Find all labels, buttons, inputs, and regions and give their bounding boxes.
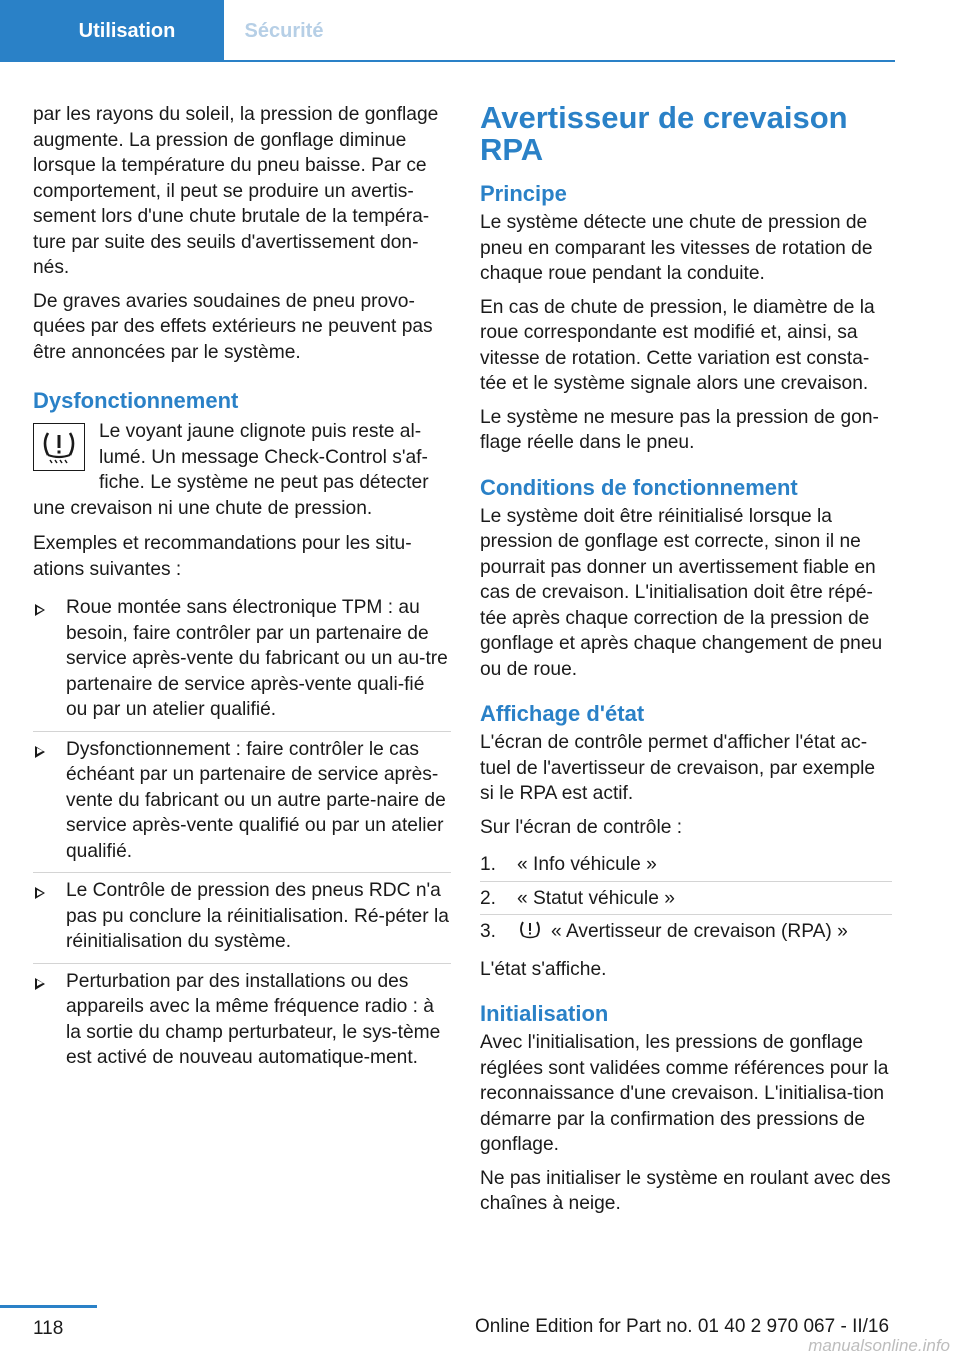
list-item: Dysfonctionnement : faire contrôler le cas échéant par un partenaire de service après-vente du fabricant ou un autre parte-naire de service après-vente qualifié ou par un atelier qualifié. bbox=[33, 732, 451, 874]
tab-securite[interactable]: Sécurité bbox=[244, 19, 324, 42]
dysfunction-heading: Dysfonctionnement bbox=[33, 388, 239, 413]
list-item: 1. « Info véhicule » bbox=[480, 848, 892, 882]
intro-paragraph-1: par les rayons du soleil, la pression de gonflage augmente. La pression de gonflage diminue lorsque la température du pneu baisse. Par ce comportement, il peut se produire un avertis-sement lors d'une chute brutale de la tempéra-ture par suite des seuils d'avertissement don-nés. bbox=[33, 104, 439, 278]
list-item: 2. « Statut véhicule » bbox=[480, 882, 892, 916]
watermark[interactable]: manualsonline.info bbox=[808, 1336, 950, 1355]
conditions-heading: Conditions de fonctionnement bbox=[480, 474, 798, 500]
left-column bbox=[33, 102, 451, 1079]
triangle-bullet-icon bbox=[35, 978, 45, 990]
triangle-bullet-icon bbox=[35, 604, 45, 616]
dysfunction-text: Le voyant jaune clignote puis reste al-lumé. Un message Check-Control s'af-fiche. Le système ne peut pas détecter une crevaison ni une chute de pression. bbox=[33, 421, 429, 519]
page-header bbox=[0, 0, 895, 62]
triangle-bullet-icon bbox=[35, 887, 45, 899]
tab-utilisation[interactable]: Utilisation bbox=[0, 0, 224, 62]
header-divider bbox=[0, 60, 895, 62]
list-item: Roue montée sans électronique TPM : au besoin, faire contrôler par un partenaire de service après-vente du fabricant ou un au-tre partenaire de service après-vente quali-fié ou par un atelier qualifié. bbox=[33, 590, 451, 732]
intro-paragraph-2: De graves avaries soudaines de pneu provo-quées par des effets extérieurs ne peuvent pas être annoncées par le système. bbox=[33, 290, 433, 363]
examples-intro: Exemples et recommandations pour les situ-ations suivantes : bbox=[33, 533, 412, 580]
principe-paragraph-3: Le système ne mesure pas la pression de gon-flage réelle dans le pneu. bbox=[480, 406, 879, 453]
tire-pressure-warning-icon bbox=[33, 423, 85, 471]
list-item: 3. « Avertisseur de crevaison (RPA) » bbox=[480, 915, 892, 951]
page-number: 118 bbox=[33, 1318, 64, 1339]
dysfunction-block bbox=[33, 419, 451, 521]
affichage-paragraph-1: L'écran de contrôle permet d'afficher l'état ac-tuel de l'avertisseur de crevaison, par exemple si le RPA est actif. bbox=[480, 732, 876, 804]
init-heading: Initialisation bbox=[480, 1001, 609, 1026]
page-number-rule bbox=[0, 1305, 97, 1308]
principe-paragraph-2: En cas de chute de pression, le diamètre de la roue correspondante est modifié et, ainsi, sa vitesse de rotation. Cette variation est consta-tée et le système signale alors une crevaison. bbox=[480, 296, 875, 394]
principe-heading: Principe bbox=[480, 181, 567, 206]
tire-pressure-warning-icon bbox=[517, 920, 543, 948]
edition-footer: Online Edition for Part no. 01 40 2 970 067 - II/16 bbox=[475, 1316, 890, 1337]
menu-steps-list bbox=[480, 848, 892, 951]
list-item: Le Contrôle de pression des pneus RDC n'a pas pu conclure la réinitialisation. Ré-péter la réinitialisation du système. bbox=[33, 873, 451, 964]
affichage-heading: Affichage d'état bbox=[480, 701, 645, 726]
principe-paragraph-1: Le système détecte une chute de pression de pneu en comparant les vitesses de rotation de chaque roue pendant la conduite. bbox=[480, 212, 873, 284]
init-paragraph-2: Ne pas initialiser le système en roulant avec des chaînes à neige. bbox=[480, 1167, 891, 1214]
affichage-paragraph-2: Sur l'écran de contrôle : bbox=[480, 816, 683, 838]
right-column bbox=[480, 102, 892, 1225]
section-title: Avertisseur de crevaison RPA bbox=[480, 100, 848, 167]
recommendations-list bbox=[33, 590, 451, 1079]
triangle-bullet-icon bbox=[35, 746, 45, 758]
affichage-paragraph-3: L'état s'affiche. bbox=[480, 958, 607, 980]
init-paragraph-1: Avec l'initialisation, les pressions de gonflage réglées sont validées comme références pour la reconnaissance d'une crevaison. L'initialisa-tion démarre par la confirmation des pressions de gonflage. bbox=[480, 1032, 889, 1155]
conditions-paragraph: Le système doit être réinitialisé lorsque la pression de gonflage est correcte, sinon il ne pourrait pas donner un avertissement fiable en cas de crevaison. L'initialisation doit être répé-tée après chaque correction de la pression de gonflage et après chaque changement de pneu ou de roue. bbox=[480, 505, 883, 680]
list-item: Perturbation par des installations ou des appareils avec la même fréquence radio : à la sortie du champ perturbateur, le sys-tème est activé de nouveau automatique-ment. bbox=[33, 964, 451, 1079]
